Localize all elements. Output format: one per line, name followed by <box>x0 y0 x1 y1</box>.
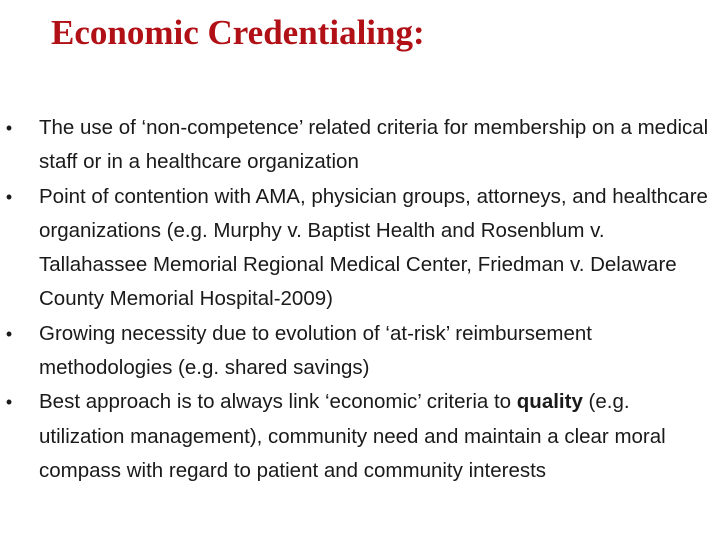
bullet-item-definition <box>0 111 714 180</box>
bullet-text: Growing necessity due to evolution of ‘at-risk’ reimbursement methodologies (e.g. shared savings) <box>39 321 592 380</box>
bullet-item-necessity <box>0 317 714 386</box>
bullet-icon: • <box>5 392 13 413</box>
bullet-item-contention <box>0 180 714 317</box>
bullet-icon: • <box>5 186 13 207</box>
bullet-item-best-approach <box>0 385 714 488</box>
bullet-icon: • <box>5 323 13 344</box>
quality-emphasis: quality <box>516 390 583 414</box>
bullet-text: Point of contention with AMA, physician groups, attorneys, and healthcare organizations (e.g. Murphy v. Baptist Health and Rosenblum v. Tallahassee Memorial Regional Medical Center, Friedman v. Delaware County Memorial Hospital-2009) <box>39 184 708 311</box>
bullet-list <box>0 111 720 488</box>
slide-title: Economic Credentialing: <box>51 13 425 52</box>
bullet-text: The use of ‘non-competence’ related criteria for membership on a medical staff or in a healthcare organization <box>39 116 709 174</box>
bullet-text-start: Best approach is to always link ‘economic’ criteria to <box>39 390 517 414</box>
bullet-icon: • <box>5 118 13 138</box>
bullet-text-end: (e.g. utilization management), community need and maintain a clear moral compass with regard to patient and community interests <box>39 390 666 482</box>
bullet-text <box>39 385 714 488</box>
